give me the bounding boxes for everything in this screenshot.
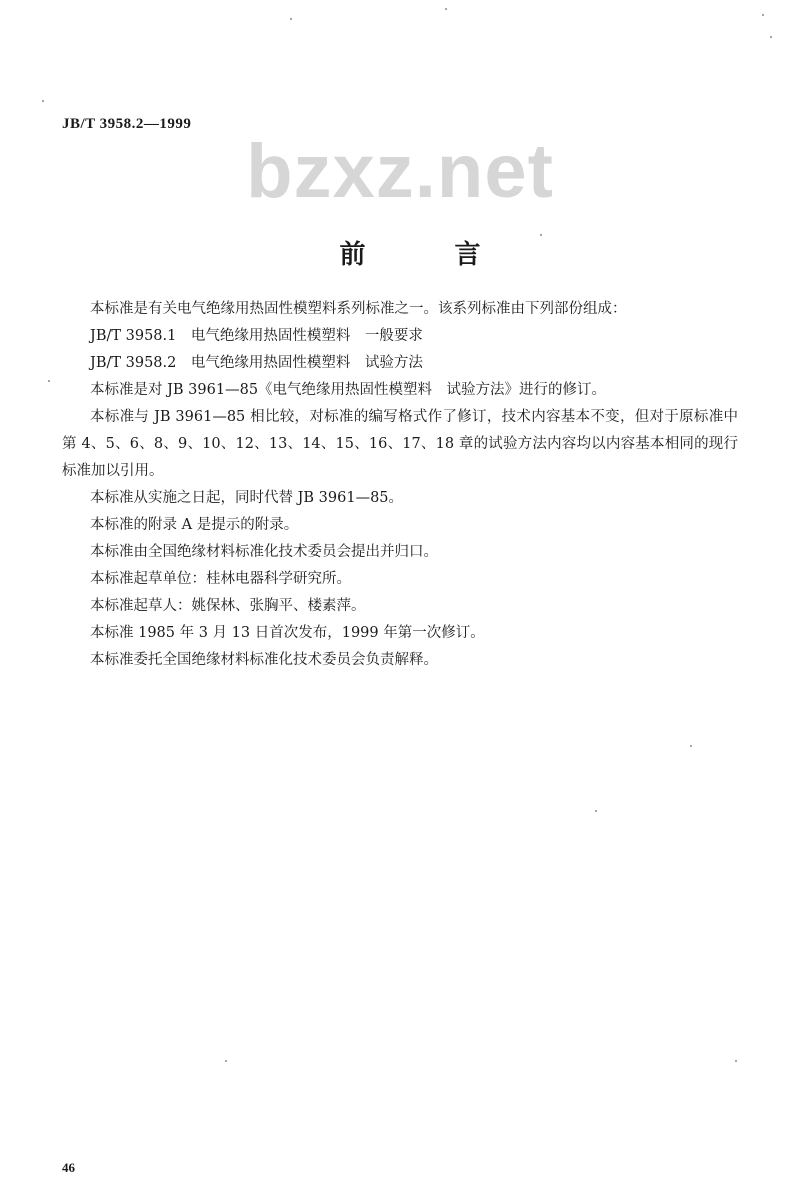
paragraph-annex: 本标准的附录 A 是提示的附录。 xyxy=(90,517,299,533)
paragraph-part-1: JB/T 3958.1 电气绝缘用热固性模塑料 一般要求 xyxy=(90,328,423,344)
scan-speck xyxy=(595,810,597,812)
paragraph-intro: 本标准是有关电气绝缘用热固性模塑料系列标准之一。该系列标准由下列部份组成： xyxy=(90,301,627,317)
paragraph-history: 本标准 1985 年 3 月 13 日首次发布，1999 年第一次修订。 xyxy=(90,625,485,641)
watermark: bzxz.net xyxy=(246,129,554,214)
paragraph-comparison: 本标准与 JB 3961—85 相比较，对标准的编写格式作了修订，技术内容基本不变，但对于原标准中第 4、5、6、8、9、10、12、13、14、15、16、17、18 章的试验方法内容均以内容基本相同的现行标准加以引用。 xyxy=(62,409,738,479)
paragraph-revision: 本标准是对 JB 3961—85《电气绝缘用热固性模塑料 试验方法》进行的修订。 xyxy=(90,382,607,398)
page-title: 前 言 xyxy=(339,240,521,270)
paragraph-interpretation: 本标准委托全国绝缘材料标准化技术委员会负责解释。 xyxy=(90,652,438,668)
paragraph-proposer: 本标准由全国绝缘材料标准化技术委员会提出并归口。 xyxy=(90,544,438,560)
foreword-body xyxy=(62,296,738,674)
scan-speck xyxy=(225,1060,227,1062)
scan-speck xyxy=(48,380,50,382)
scan-speck xyxy=(735,1060,737,1062)
scan-speck xyxy=(770,36,772,38)
scan-speck xyxy=(690,745,692,747)
scan-speck xyxy=(540,234,542,236)
paragraph-drafting-unit: 本标准起草单位：桂林电器科学研究所。 xyxy=(90,571,351,587)
paragraph-part-2: JB/T 3958.2 电气绝缘用热固性模塑料 试验方法 xyxy=(90,355,423,371)
paragraph-drafters: 本标准起草人：姚保林、张胸平、楼素萍。 xyxy=(90,598,366,614)
scan-speck xyxy=(290,18,292,20)
paragraph-replaces: 本标准从实施之日起，同时代替 JB 3961—85。 xyxy=(90,490,404,506)
scan-speck xyxy=(445,8,447,10)
page-number: 46 xyxy=(62,1160,75,1175)
scan-speck xyxy=(42,100,44,102)
standard-code: JB/T 3958.2—1999 xyxy=(62,116,192,132)
scan-speck xyxy=(762,14,764,16)
